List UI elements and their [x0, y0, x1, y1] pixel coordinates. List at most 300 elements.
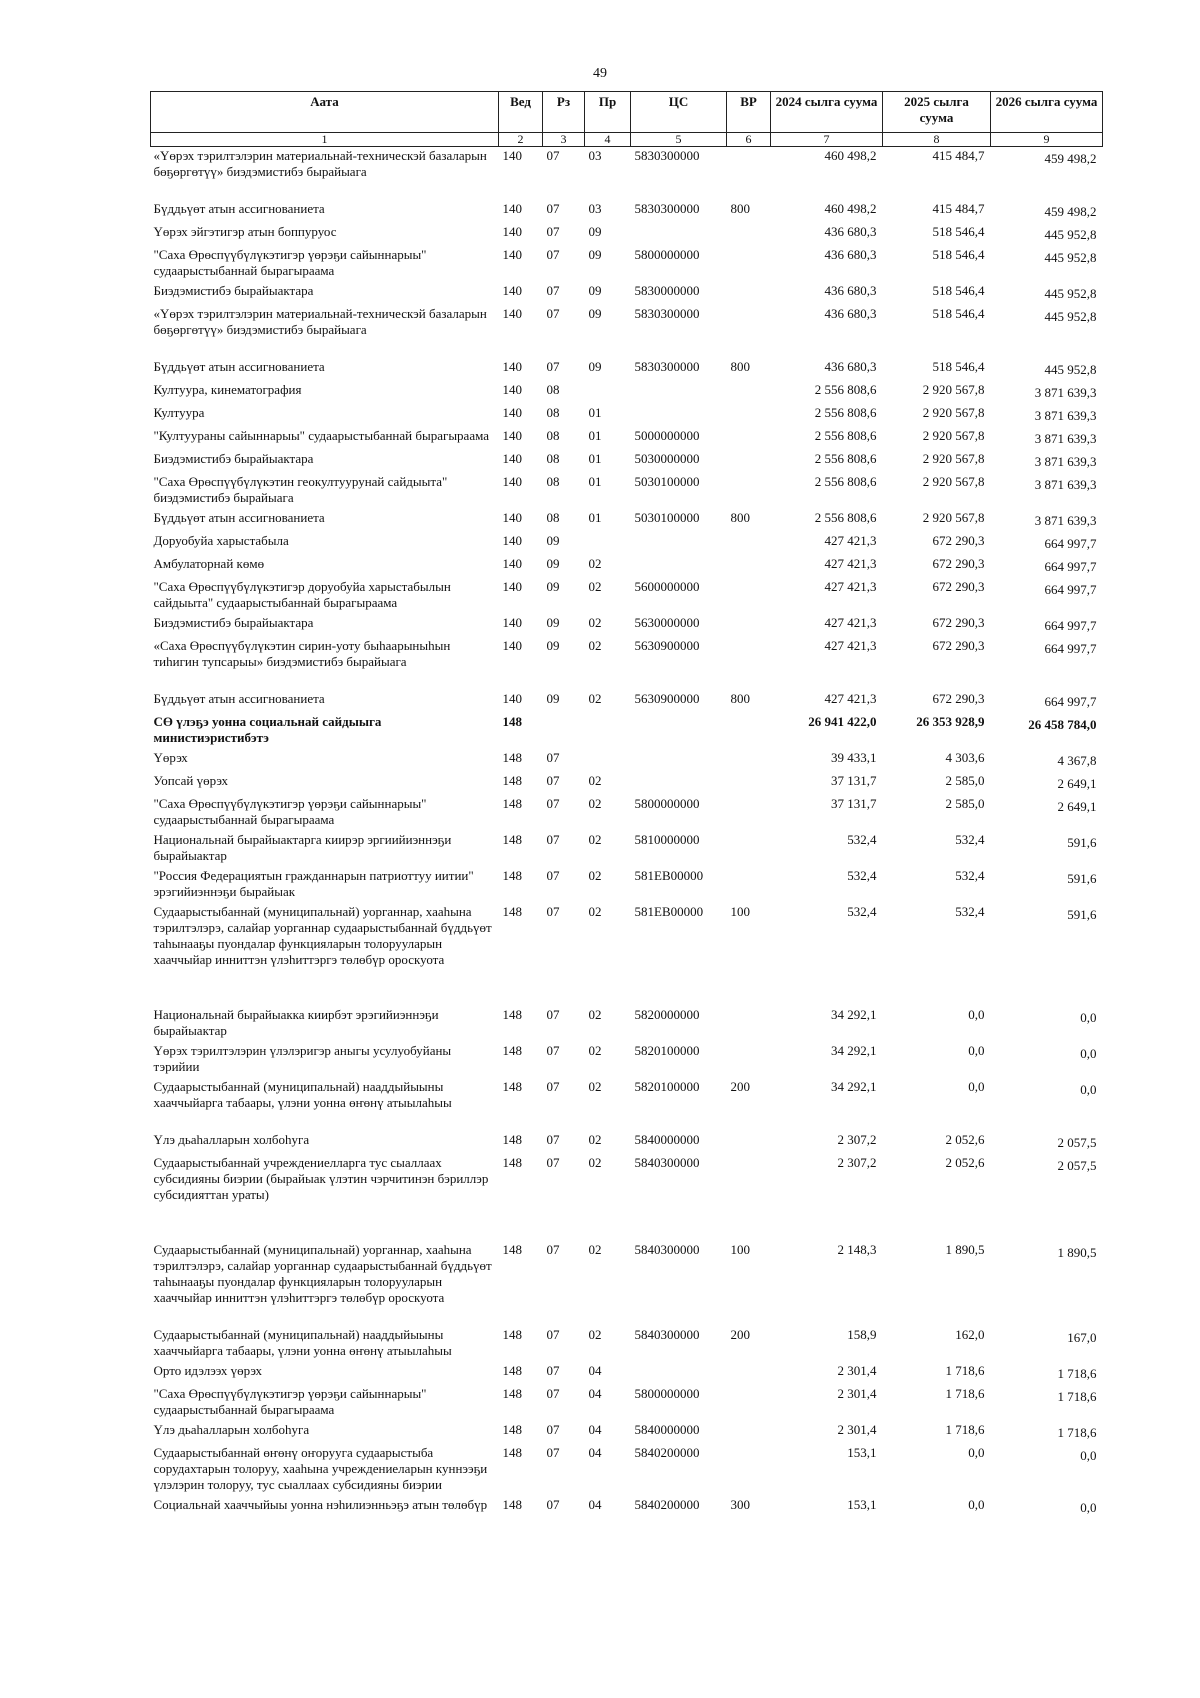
row-rz: 08	[546, 474, 560, 489]
row-pr: 02	[588, 1079, 602, 1094]
row-cs: 5630000000	[634, 615, 700, 630]
row-amount-2024: 460 498,2	[824, 148, 877, 163]
column-number: 5	[631, 133, 727, 147]
row-ved: 148	[502, 1132, 522, 1147]
row-amount-2025: 2 920 567,8	[922, 405, 985, 420]
row-vr	[727, 555, 771, 578]
column-number: 3	[543, 133, 585, 147]
row-amount-2024: 2 556 808,6	[814, 382, 877, 397]
row-vr	[727, 578, 771, 614]
row-ved: 140	[502, 691, 522, 706]
row-cs: 5800000000	[634, 796, 700, 811]
row-vr	[727, 614, 771, 637]
row-ved: 140	[502, 556, 522, 571]
row-vr	[727, 1385, 771, 1421]
row-ved: 148	[502, 1363, 522, 1378]
row-amount-2024: 2 301,4	[837, 1386, 877, 1401]
row-amount-2025: 0,0	[968, 1007, 985, 1022]
row-pr: 09	[588, 306, 602, 321]
row-rz: 09	[546, 579, 560, 594]
header-rz: Рз	[543, 92, 585, 133]
row-amount-2026: 2 057,5	[1057, 1158, 1097, 1173]
row-amount-2025: 672 290,3	[932, 691, 985, 706]
row-amount-2024: 427 421,3	[824, 638, 877, 653]
table-row	[151, 532, 1103, 555]
budget-table-container	[150, 91, 1102, 1519]
row-amount-2024: 2 301,4	[837, 1422, 877, 1437]
row-cs: 5820100000	[634, 1079, 700, 1094]
header-2025: 2025 сылга суума	[883, 92, 991, 133]
row-ved: 148	[502, 750, 522, 765]
row-amount-2024: 427 421,3	[824, 691, 877, 706]
row-pr	[585, 381, 631, 404]
row-ved: 140	[502, 359, 522, 374]
row-rz: 07	[546, 1155, 560, 1170]
table-row	[151, 358, 1103, 381]
row-cs: 5830300000	[634, 148, 700, 163]
row-rz: 07	[546, 1007, 560, 1022]
row-name: Үөрэх	[153, 750, 188, 765]
row-vr	[727, 381, 771, 404]
row-ved: 148	[502, 1155, 522, 1170]
row-amount-2026: 591,6	[1067, 835, 1097, 850]
row-pr	[585, 532, 631, 555]
row-name: «Саха Өрөспүүбүлүкэтин сирин-уоту быһаарыныһын тиһигин тупсарыы» биэдэмистибэ бырайыага	[153, 638, 451, 669]
row-name: Үлэ дьаһалларын холбоһуга	[153, 1422, 310, 1437]
row-vr	[727, 637, 771, 690]
row-rz: 07	[546, 247, 560, 262]
row-cs: 5630900000	[634, 691, 700, 706]
table-row	[151, 1131, 1103, 1154]
row-amount-2025: 2 920 567,8	[922, 451, 985, 466]
table-row	[151, 223, 1103, 246]
row-name: Култуура	[153, 405, 205, 420]
row-ved: 148	[502, 1007, 522, 1022]
row-ved: 140	[502, 533, 522, 548]
row-cs: 5630900000	[634, 638, 700, 653]
row-amount-2024: 34 292,1	[831, 1043, 877, 1058]
table-row	[151, 831, 1103, 867]
row-amount-2024: 2 148,3	[837, 1242, 877, 1257]
row-ved: 148	[502, 868, 522, 883]
row-pr: 01	[588, 428, 602, 443]
table-row	[151, 1496, 1103, 1519]
row-ved: 148	[502, 1422, 522, 1437]
row-amount-2026: 167,0	[1067, 1330, 1097, 1345]
row-vr	[727, 1421, 771, 1444]
row-vr	[727, 713, 771, 749]
row-ved: 148	[502, 1242, 522, 1257]
row-cs	[631, 713, 727, 749]
row-amount-2025: 518 546,4	[932, 224, 985, 239]
row-cs: 5820000000	[634, 1007, 700, 1022]
row-name: "Саха Өрөспүүбүлүкэтигэр доруобуйа харыстабылын сайдыыта" судаарыстыбаннай бырагыраама	[153, 579, 451, 610]
row-vr	[727, 772, 771, 795]
row-amount-2025: 2 052,6	[945, 1132, 985, 1147]
row-pr: 09	[588, 247, 602, 262]
table-row	[151, 1154, 1103, 1241]
row-cs: 5000000000	[634, 428, 700, 443]
row-vr	[727, 427, 771, 450]
row-cs: 5840300000	[634, 1242, 700, 1257]
row-vr	[727, 1154, 771, 1241]
row-vr	[727, 867, 771, 903]
table-row	[151, 305, 1103, 358]
row-name: Доруобуйа харыстабыла	[153, 533, 289, 548]
table-row	[151, 614, 1103, 637]
row-pr: 02	[588, 1155, 602, 1170]
row-name: «Үөрэх тэрилтэлэрин материальнай-техническэй базаларын бөҕөргөтүү» биэдэмистибэ бырайыага	[153, 306, 487, 337]
row-rz: 07	[546, 359, 560, 374]
row-amount-2026: 445 952,8	[1044, 309, 1097, 324]
row-rz: 09	[546, 691, 560, 706]
table-row	[151, 867, 1103, 903]
row-amount-2025: 532,4	[955, 868, 985, 883]
header-2024: 2024 сылга суума	[771, 92, 883, 133]
row-pr: 09	[588, 283, 602, 298]
row-amount-2024: 34 292,1	[831, 1079, 877, 1094]
row-rz: 07	[546, 868, 560, 883]
row-vr: 300	[730, 1497, 750, 1512]
row-vr	[727, 305, 771, 358]
row-vr	[727, 450, 771, 473]
row-amount-2025: 415 484,7	[932, 148, 985, 163]
row-ved: 140	[502, 510, 522, 525]
row-rz: 07	[546, 1386, 560, 1401]
header-pr: Пр	[585, 92, 631, 133]
row-ved: 148	[502, 1445, 522, 1460]
row-name: Бүддьүөт атын ассигнованиета	[153, 359, 325, 374]
row-amount-2024: 436 680,3	[824, 283, 877, 298]
row-pr: 04	[588, 1497, 602, 1512]
row-amount-2025: 1 718,6	[945, 1386, 985, 1401]
row-ved: 148	[502, 1043, 522, 1058]
row-amount-2026: 459 498,2	[1044, 204, 1097, 219]
row-cs: 5600000000	[634, 579, 700, 594]
row-name: "Россия Федерациятын гражданнарын патриоттуу иитии" эрэгийиэннэҕи бырайыак	[153, 868, 474, 899]
row-cs: 5030000000	[634, 451, 700, 466]
row-name: Биэдэмистибэ бырайыактара	[153, 451, 314, 466]
row-amount-2026: 0,0	[1080, 1046, 1097, 1061]
row-name: Судаарыстыбаннай (муниципальнай) нааддыйыыны хааччыйарга табаары, үлэни уонна өҥөнү атыылаһыы	[153, 1327, 452, 1358]
row-amount-2025: 672 290,3	[932, 533, 985, 548]
row-ved: 148	[502, 832, 522, 847]
row-amount-2025: 0,0	[968, 1445, 985, 1460]
row-amount-2026: 2 649,1	[1057, 776, 1097, 791]
row-amount-2026: 3 871 639,3	[1034, 454, 1097, 469]
row-cs: 5800000000	[634, 1386, 700, 1401]
table-row	[151, 555, 1103, 578]
row-cs	[631, 772, 727, 795]
row-ved: 140	[502, 579, 522, 594]
row-amount-2025: 415 484,7	[932, 201, 985, 216]
row-amount-2026: 3 871 639,3	[1034, 431, 1097, 446]
row-amount-2025: 1 890,5	[945, 1242, 985, 1257]
row-amount-2025: 0,0	[968, 1043, 985, 1058]
row-pr: 02	[588, 1132, 602, 1147]
row-amount-2025: 1 718,6	[945, 1422, 985, 1437]
row-vr	[727, 282, 771, 305]
row-pr: 02	[588, 615, 602, 630]
row-rz: 07	[546, 1242, 560, 1257]
row-rz: 07	[546, 306, 560, 321]
row-pr: 04	[588, 1422, 602, 1437]
row-amount-2026: 459 498,2	[1044, 151, 1097, 166]
row-amount-2024: 427 421,3	[824, 556, 877, 571]
row-rz: 09	[546, 615, 560, 630]
table-row	[151, 772, 1103, 795]
table-row	[151, 404, 1103, 427]
row-amount-2026: 445 952,8	[1044, 250, 1097, 265]
row-amount-2026: 0,0	[1080, 1082, 1097, 1097]
row-pr: 02	[588, 691, 602, 706]
column-number: 1	[151, 133, 499, 147]
row-cs	[631, 404, 727, 427]
row-rz: 07	[546, 1132, 560, 1147]
row-pr: 01	[588, 405, 602, 420]
row-amount-2026: 2 649,1	[1057, 799, 1097, 814]
row-rz: 07	[546, 283, 560, 298]
row-amount-2025: 532,4	[955, 832, 985, 847]
row-name: Үлэ дьаһалларын холбоһуга	[153, 1132, 310, 1147]
table-row	[151, 147, 1103, 201]
row-ved: 140	[502, 148, 522, 163]
table-row	[151, 578, 1103, 614]
row-cs: 5820100000	[634, 1043, 700, 1058]
row-rz: 08	[546, 405, 560, 420]
row-rz: 07	[546, 904, 560, 919]
table-row	[151, 473, 1103, 509]
row-ved: 140	[502, 615, 522, 630]
row-amount-2024: 427 421,3	[824, 533, 877, 548]
row-rz: 07	[546, 832, 560, 847]
row-cs: 5030100000	[634, 474, 700, 489]
row-ved: 148	[502, 714, 522, 729]
row-amount-2024: 436 680,3	[824, 224, 877, 239]
row-rz: 07	[546, 773, 560, 788]
table-row	[151, 1241, 1103, 1326]
table-row	[151, 1326, 1103, 1362]
row-pr: 02	[588, 1007, 602, 1022]
row-amount-2026: 591,6	[1067, 907, 1097, 922]
row-amount-2025: 518 546,4	[932, 283, 985, 298]
row-amount-2024: 532,4	[847, 832, 877, 847]
row-cs: 5840300000	[634, 1155, 700, 1170]
row-pr: 02	[588, 556, 602, 571]
row-pr: 02	[588, 1327, 602, 1342]
row-ved: 148	[502, 1386, 522, 1401]
row-cs	[631, 532, 727, 555]
row-rz: 07	[546, 796, 560, 811]
row-amount-2026: 445 952,8	[1044, 227, 1097, 242]
row-ved: 148	[502, 796, 522, 811]
row-amount-2026: 26 458 784,0	[1028, 717, 1097, 732]
row-amount-2025: 1 718,6	[945, 1363, 985, 1378]
row-amount-2025: 4 303,6	[945, 750, 985, 765]
table-row	[151, 450, 1103, 473]
budget-table	[150, 91, 1103, 1519]
row-amount-2024: 37 131,7	[831, 796, 877, 811]
row-cs	[631, 223, 727, 246]
row-amount-2026: 664 997,7	[1044, 694, 1097, 709]
row-name: Үөрэх эйгэтигэр атын боппуруос	[153, 224, 337, 239]
row-pr: 02	[588, 773, 602, 788]
row-amount-2024: 37 131,7	[831, 773, 877, 788]
row-cs: 5840000000	[634, 1132, 700, 1147]
row-pr: 02	[588, 796, 602, 811]
row-amount-2026: 664 997,7	[1044, 536, 1097, 551]
row-amount-2026: 664 997,7	[1044, 582, 1097, 597]
row-name: "Саха Өрөспүүбүлүкэтигэр үөрэҕи сайыннарыы" судаарыстыбаннай бырагыраама	[153, 796, 427, 827]
row-amount-2024: 2 556 808,6	[814, 428, 877, 443]
row-ved: 140	[502, 451, 522, 466]
row-vr: 800	[730, 691, 750, 706]
row-name: "Саха Өрөспүүбүлүкэтин геокултуурунай сайдыыта" биэдэмистибэ бырайыага	[153, 474, 448, 505]
row-pr	[585, 713, 631, 749]
row-amount-2026: 2 057,5	[1057, 1135, 1097, 1150]
table-row	[151, 1444, 1103, 1496]
row-amount-2026: 0,0	[1080, 1500, 1097, 1515]
row-amount-2026: 3 871 639,3	[1034, 408, 1097, 423]
row-pr: 04	[588, 1386, 602, 1401]
row-cs: 5840000000	[634, 1422, 700, 1437]
row-name: Үөрэх тэрилтэлэрин үлэлэригэр аныгы усулуобуйаны тэрийии	[153, 1043, 452, 1074]
row-ved: 140	[502, 247, 522, 262]
table-row	[151, 427, 1103, 450]
row-rz: 07	[546, 201, 560, 216]
row-pr: 02	[588, 1242, 602, 1257]
row-name: Социальнай хааччыйыы уонна нэһилиэнньэҕэ атын төлөбүр	[153, 1497, 488, 1512]
table-row	[151, 903, 1103, 1006]
row-rz: 08	[546, 428, 560, 443]
row-vr	[727, 473, 771, 509]
row-ved: 140	[502, 283, 522, 298]
row-amount-2026: 664 997,7	[1044, 618, 1097, 633]
header-cs: ЦС	[631, 92, 727, 133]
row-name: Судаарыстыбаннай (муниципальнай) уорганнар, хааһына тэрилтэлэрэ, салайар уорганнар судаарыстыбаннай бүддьүөт таһынааҕы пуондалар функцияларын толорууларын хааччыйар инниттэн үлэһиттэргэ төлөбүр ороскуота	[153, 904, 492, 967]
table-row	[151, 637, 1103, 690]
row-vr: 800	[730, 510, 750, 525]
row-amount-2025: 2 920 567,8	[922, 382, 985, 397]
column-number: 9	[991, 133, 1103, 147]
row-pr: 03	[588, 201, 602, 216]
column-number: 7	[771, 133, 883, 147]
row-cs: 5840300000	[634, 1327, 700, 1342]
row-ved: 140	[502, 474, 522, 489]
row-vr	[727, 404, 771, 427]
column-number: 4	[585, 133, 631, 147]
row-name: Национальнай бырайыактарга киирэр эргиийиэннэҕи бырайыактар	[153, 832, 452, 863]
row-pr: 01	[588, 474, 602, 489]
row-amount-2024: 26 941 422,0	[808, 714, 877, 729]
row-ved: 140	[502, 224, 522, 239]
row-cs: 5830300000	[634, 306, 700, 321]
row-ved: 140	[502, 382, 522, 397]
row-rz: 09	[546, 533, 560, 548]
row-name: Национальнай бырайыакка киирбэт эрэгийиэннэҕи бырайыактар	[153, 1007, 439, 1038]
row-ved: 148	[502, 1327, 522, 1342]
row-rz: 08	[546, 382, 560, 397]
row-amount-2024: 532,4	[847, 904, 877, 919]
row-vr: 800	[730, 359, 750, 374]
row-rz: 07	[546, 1327, 560, 1342]
row-vr: 100	[730, 1242, 750, 1257]
row-vr	[727, 223, 771, 246]
row-rz: 08	[546, 451, 560, 466]
row-amount-2026: 1 718,6	[1057, 1425, 1097, 1440]
row-amount-2026: 3 871 639,3	[1034, 385, 1097, 400]
row-pr	[585, 749, 631, 772]
row-name: Биэдэмистибэ бырайыактара	[153, 615, 314, 630]
column-number: 8	[883, 133, 991, 147]
row-amount-2025: 0,0	[968, 1079, 985, 1094]
table-row	[151, 1042, 1103, 1078]
row-amount-2024: 153,1	[847, 1445, 877, 1460]
row-vr	[727, 1131, 771, 1154]
row-cs	[631, 749, 727, 772]
row-cs	[631, 1362, 727, 1385]
row-name: Судаарыстыбаннай учреждениелларга тус сыаллаах субсидияны биэрии (бырайыак үлэтин чэрчитинэн бэриллэр субсидияттан ураты)	[153, 1155, 489, 1202]
row-amount-2024: 2 556 808,6	[814, 405, 877, 420]
row-name: Судаарыстыбаннай өҥөнү оҥорууга судаарыстыба сорудахтарын толоруу, хааһына учреждениеларын куннээҕи үлэлэрин толоруу, тус сыаллаах субсидияны биэрии	[153, 1445, 488, 1492]
row-name: Уопсай үөрэх	[153, 773, 228, 788]
row-amount-2024: 427 421,3	[824, 579, 877, 594]
row-amount-2026: 0,0	[1080, 1010, 1097, 1025]
row-pr: 02	[588, 832, 602, 847]
row-ved: 148	[502, 1079, 522, 1094]
row-amount-2025: 672 290,3	[932, 615, 985, 630]
row-amount-2024: 34 292,1	[831, 1007, 877, 1022]
row-pr: 01	[588, 510, 602, 525]
row-amount-2024: 153,1	[847, 1497, 877, 1512]
row-amount-2024: 39 433,1	[831, 750, 877, 765]
row-name: Орто идэлээх үөрэх	[153, 1363, 263, 1378]
row-cs: 5840200000	[634, 1497, 700, 1512]
row-vr	[727, 246, 771, 282]
table-row	[151, 509, 1103, 532]
row-amount-2026: 445 952,8	[1044, 286, 1097, 301]
table-row	[151, 795, 1103, 831]
row-amount-2024: 532,4	[847, 868, 877, 883]
row-name: СӨ үлэҕэ уонна социальнай сайдыыга министиэристибэтэ	[153, 714, 382, 745]
row-ved: 140	[502, 428, 522, 443]
row-amount-2024: 2 556 808,6	[814, 474, 877, 489]
row-amount-2024: 436 680,3	[824, 359, 877, 374]
row-amount-2025: 0,0	[968, 1497, 985, 1512]
row-pr: 04	[588, 1445, 602, 1460]
row-vr	[727, 749, 771, 772]
row-pr: 02	[588, 1043, 602, 1058]
row-vr	[727, 1006, 771, 1042]
row-amount-2025: 2 920 567,8	[922, 510, 985, 525]
table-row	[151, 1078, 1103, 1131]
column-number: 6	[727, 133, 771, 147]
row-pr: 04	[588, 1363, 602, 1378]
row-amount-2024: 2 556 808,6	[814, 510, 877, 525]
row-pr: 09	[588, 359, 602, 374]
row-name: Судаарыстыбаннай (муниципальнай) уорганнар, хааһына тэрилтэлэрэ, салайар уорганнар судаарыстыбаннай бүддьүөт таһынааҕы пуондалар функцияларын толорууларын хааччыйар инниттэн үлэһиттэргэ төлөбүр ороскуота	[153, 1242, 492, 1305]
row-amount-2026: 445 952,8	[1044, 362, 1097, 377]
row-amount-2026: 3 871 639,3	[1034, 513, 1097, 528]
row-pr: 02	[588, 904, 602, 919]
row-amount-2025: 162,0	[955, 1327, 985, 1342]
table-row	[151, 1006, 1103, 1042]
row-cs	[631, 555, 727, 578]
row-rz	[543, 713, 585, 749]
row-amount-2024: 436 680,3	[824, 306, 877, 321]
row-amount-2024: 2 307,2	[837, 1132, 877, 1147]
row-cs: 5030100000	[634, 510, 700, 525]
